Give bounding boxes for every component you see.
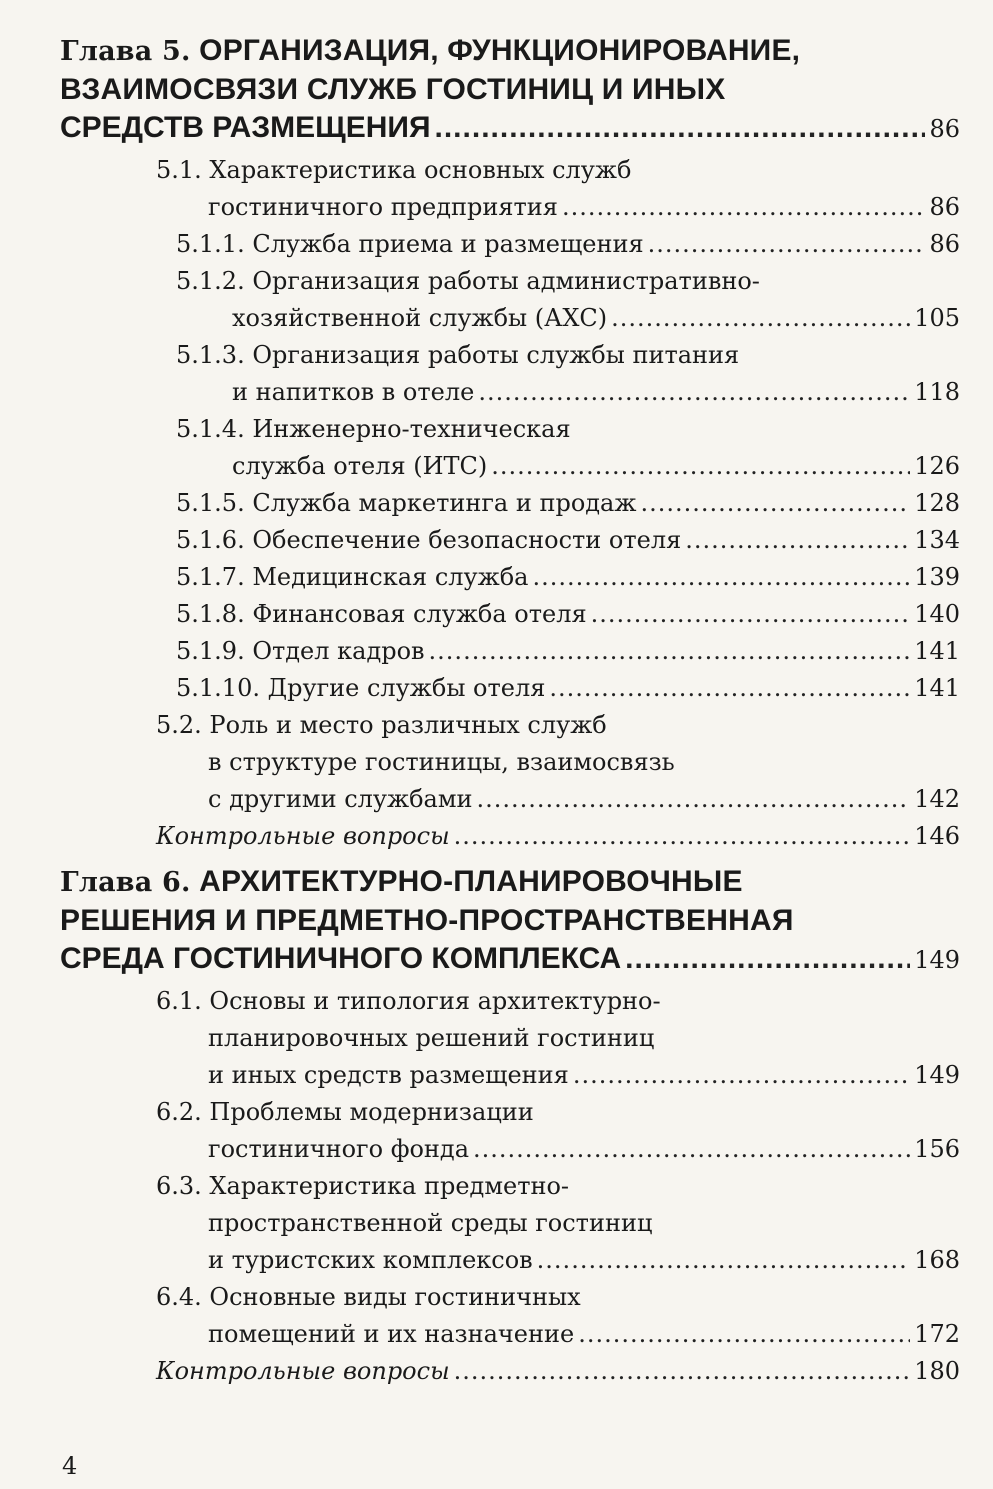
page-ref: 168 xyxy=(914,1246,960,1274)
dot-leader xyxy=(477,781,911,818)
toc-entry-text: помещений и их назначение xyxy=(208,1320,575,1348)
toc-entry-5-2 xyxy=(60,781,960,818)
chapter-6-label: Глава 6. xyxy=(60,867,191,898)
toc-entry-5-2-line1: 5.2. Роль и место различных служб xyxy=(156,711,607,739)
toc-entry-5-1-9 xyxy=(60,633,960,670)
page-ref: 180 xyxy=(914,1357,960,1385)
page-ref: 156 xyxy=(914,1135,960,1163)
toc-entry-text: 5.1.9. Отдел кадров xyxy=(176,637,425,665)
toc-entry-5-1 xyxy=(60,189,960,226)
toc-entry-text: Контрольные вопросы xyxy=(156,1357,450,1385)
page-ref: 128 xyxy=(914,489,960,517)
chapter-6-title-row xyxy=(60,940,960,979)
chapter-5-title-3: СРЕДСТВ РАЗМЕЩЕНИЯ xyxy=(60,111,431,144)
toc-entry-5-1-3-line1: 5.1.3. Организация работы службы питания xyxy=(176,341,740,369)
dot-leader xyxy=(537,1242,911,1279)
toc-entry-6-1 xyxy=(60,1057,960,1094)
toc-entry-5-1-line1: 5.1. Характеристика основных служб xyxy=(156,156,632,184)
dot-leader xyxy=(473,1131,910,1168)
dot-leader xyxy=(549,670,910,707)
toc-entry-text: 5.1.10. Другие службы отеля xyxy=(176,674,546,702)
toc-entry-questions-5 xyxy=(60,818,960,855)
toc-entry-text: 5.1.5. Служба маркетинга и продаж xyxy=(176,489,637,517)
toc-entry-5-1-1 xyxy=(60,226,960,263)
page-ref: 126 xyxy=(914,452,960,480)
dot-leader xyxy=(578,1316,910,1353)
page-ref: 139 xyxy=(914,563,960,591)
toc-entry-questions-6 xyxy=(60,1353,960,1390)
page-ref: 134 xyxy=(914,526,960,554)
toc-entry-text: и туристских комплексов xyxy=(208,1246,533,1274)
toc-entry-text: гостиничного предприятия xyxy=(208,193,558,221)
page-ref: 142 xyxy=(914,785,960,813)
toc-entry-text: 5.1.1. Служба приема и размещения xyxy=(176,230,644,258)
dot-leader xyxy=(625,940,910,978)
page-ref: 141 xyxy=(914,674,960,702)
toc-entry-text: хозяйственной службы (АХС) xyxy=(232,304,608,332)
page-ref: 86 xyxy=(929,230,960,258)
toc-entry-5-1-4-line1: 5.1.4. Инженерно-техническая xyxy=(176,415,571,443)
toc-entry-text: 5.1.8. Финансовая служба отеля xyxy=(176,600,587,628)
toc-entry-6-4 xyxy=(60,1316,960,1353)
dot-leader xyxy=(573,1057,910,1094)
toc-entry-6-3-line2: пространственной среды гостиниц xyxy=(208,1209,653,1237)
page-number: 4 xyxy=(62,1452,78,1480)
dot-leader xyxy=(491,448,910,485)
toc-entry-5-1-7 xyxy=(60,559,960,596)
toc-entry-6-3-line1: 6.3. Характеристика предметно- xyxy=(156,1172,570,1200)
chapter-5-line-1 xyxy=(60,32,960,71)
dot-leader xyxy=(640,485,910,522)
chapter-6-heading xyxy=(60,863,960,940)
toc-entry-text: и напитков в отеле xyxy=(232,378,475,406)
toc-entry-5-1-2-line1: 5.1.2. Организация работы административно- xyxy=(176,267,760,295)
chapter-5-heading xyxy=(60,32,960,109)
toc-entry-text: Контрольные вопросы xyxy=(156,822,450,850)
page-ref: 140 xyxy=(914,600,960,628)
dot-leader xyxy=(454,1353,911,1390)
dot-leader xyxy=(532,559,910,596)
toc-entry-text: с другими службами xyxy=(208,785,473,813)
toc-entry-6-1-line2: планировочных решений гостиниц xyxy=(208,1024,655,1052)
page-ref: 149 xyxy=(914,1061,960,1089)
chapter-6-title-1: АРХИТЕКТУРНО-ПЛАНИРОВОЧНЫЕ xyxy=(199,865,743,898)
table-of-contents xyxy=(60,32,960,1390)
chapter-5-title-row xyxy=(60,109,960,148)
page-ref: 172 xyxy=(914,1320,960,1348)
toc-entry-5-1-10 xyxy=(60,670,960,707)
toc-entry-6-3 xyxy=(60,1242,960,1279)
chapter-6-line-1 xyxy=(60,863,960,902)
dot-leader xyxy=(611,300,910,337)
toc-entry-5-1-8 xyxy=(60,596,960,633)
toc-entry-text: гостиничного фонда xyxy=(208,1135,470,1163)
toc-entry-text: 5.1.6. Обеспечение безопасности отеля xyxy=(176,526,682,554)
toc-entry-6-2 xyxy=(60,1131,960,1168)
toc-entry-6-4-line1: 6.4. Основные виды гостиничных xyxy=(156,1283,581,1311)
toc-entry-5-2-line2: в структуре гостиницы, взаимосвязь xyxy=(208,748,675,776)
toc-entry-5-1-2 xyxy=(60,300,960,337)
dot-leader xyxy=(429,633,911,670)
toc-entry-5-1-4 xyxy=(60,448,960,485)
chapter-6-title-2: РЕШЕНИЯ И ПРЕДМЕТНО-ПРОСТРАНСТВЕННАЯ xyxy=(60,904,794,937)
chapter-6-title-3: СРЕДА ГОСТИНИЧНОГО КОМПЛЕКСА xyxy=(60,942,622,975)
dot-leader xyxy=(648,226,926,263)
page-ref: 86 xyxy=(929,115,960,143)
toc-entry-5-1-6 xyxy=(60,522,960,559)
toc-entry-6-2-line1: 6.2. Проблемы модернизации xyxy=(156,1098,534,1126)
dot-leader xyxy=(478,374,910,411)
toc-entry-text: 5.1.7. Медицинская служба xyxy=(176,563,529,591)
page-ref: 105 xyxy=(914,304,960,332)
toc-entry-6-1-line1: 6.1. Основы и типология архитектурно- xyxy=(156,987,661,1015)
page-ref: 141 xyxy=(914,637,960,665)
dot-leader xyxy=(435,109,926,147)
dot-leader xyxy=(562,189,926,226)
chapter-5-label: Глава 5. xyxy=(60,36,191,67)
page-ref: 146 xyxy=(914,822,960,850)
page-ref: 118 xyxy=(914,378,960,406)
toc-entry-5-1-3 xyxy=(60,374,960,411)
page-ref: 86 xyxy=(929,193,960,221)
toc-entry-5-1-5 xyxy=(60,485,960,522)
dot-leader xyxy=(685,522,910,559)
dot-leader xyxy=(591,596,911,633)
toc-entry-text: и иных средств размещения xyxy=(208,1061,569,1089)
spacer xyxy=(60,855,960,863)
toc-entry-text: служба отеля (ИТС) xyxy=(232,452,488,480)
dot-leader xyxy=(454,818,911,855)
page-ref: 149 xyxy=(914,946,960,974)
chapter-5-title-2: ВЗАИМОСВЯЗИ СЛУЖБ ГОСТИНИЦ И ИНЫХ xyxy=(60,73,726,106)
chapter-5-title-1: ОРГАНИЗАЦИЯ, ФУНКЦИОНИРОВАНИЕ, xyxy=(199,34,801,67)
